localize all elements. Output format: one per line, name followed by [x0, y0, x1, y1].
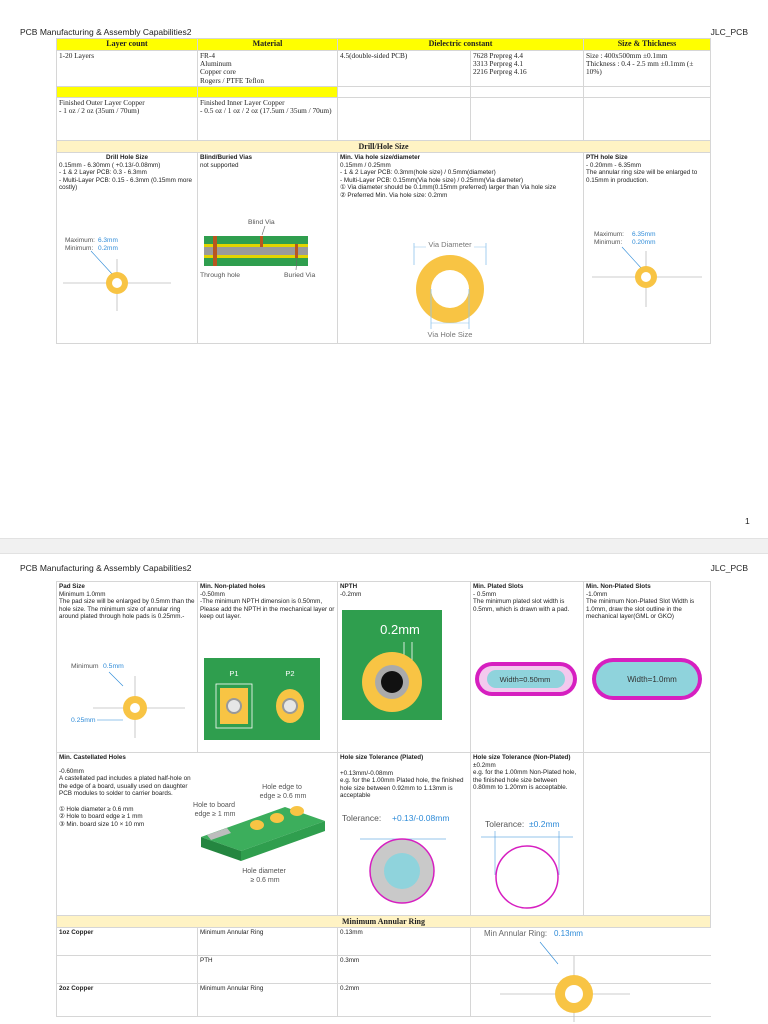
- header-layer-count: Layer count: [57, 39, 198, 50]
- material-value: FR-4 Aluminum Copper core Rogers / PTFE Teflon: [198, 51, 338, 86]
- fig-pth-min-value: 0.20mm: [632, 239, 656, 246]
- castellated-holes-cell: [57, 753, 338, 915]
- drill-hole-figure: [61, 231, 181, 321]
- fig-via-diameter: Via Diameter: [428, 240, 472, 249]
- fig-pad-min-label: Minimum: [71, 663, 99, 670]
- empty-cell: [584, 87, 711, 97]
- annular-value: 0.3mm: [338, 956, 471, 983]
- npth-cell: [338, 582, 471, 752]
- fig-non-plated-slot-width: Width=1.0mm: [627, 675, 677, 684]
- table-row: [57, 51, 711, 87]
- page-header-company: JLC_PCB: [710, 563, 748, 573]
- non-plated-slots-cell: [584, 582, 711, 752]
- via-diameter-figure: [408, 231, 508, 341]
- dielectric-value-b: 7628 Prepreg 4.4 3313 Perpreg 4.1 2216 Perpreg 4.16: [471, 51, 584, 86]
- header-dielectric: Dielectric constant: [338, 39, 584, 50]
- plated-slots-title: Min. Plated Slots: [473, 583, 524, 590]
- empty-cell: [471, 87, 584, 97]
- non-plated-tolerance-cell: [471, 753, 584, 915]
- fig-p2: P2: [285, 669, 295, 678]
- pth-hole-figure: [590, 225, 708, 315]
- empty-cell: [338, 87, 471, 97]
- pad-size-cell: [57, 582, 198, 752]
- fig-p1: P1: [229, 669, 239, 678]
- annular-copper: 2oz Copper: [57, 984, 198, 1016]
- non-plated-title: Min. Non-plated holes: [200, 583, 266, 590]
- table-header-row: [57, 39, 711, 51]
- plated-tolerance-figure: [340, 809, 468, 909]
- fig-plated-tol-label: Tolerance:: [342, 813, 382, 823]
- via-hole-title: Min. Via hole size/diameter: [340, 154, 421, 161]
- annular-type: Minimum Annular Ring: [198, 984, 338, 1016]
- blind-vias-text: not supported: [200, 161, 239, 169]
- annular-type: Minimum Annular Ring: [198, 928, 338, 955]
- drill-hole-size-cell: [57, 153, 198, 343]
- fig-pad-ring: 0.25mm: [71, 717, 96, 724]
- castellated-title: Min. Castellated Holes: [59, 754, 126, 761]
- npth-figure: [342, 610, 444, 720]
- fig-annular-value: 0.13mm: [554, 929, 583, 938]
- empty-cell: [471, 98, 584, 140]
- castellated-text: -0.60mm A castellated pad includes a plated half-hole on the edge of a board, usually used on daughter PCB modules to solder to carrier boards. ① Hole diameter ≥ 0.6 mm ② Hole to board edge ≥ 1 mm ③ Min. board size 10 × 10 mm: [59, 767, 191, 828]
- header-material: Material: [198, 39, 338, 50]
- npth-title: NPTH: [340, 583, 358, 590]
- pad-size-text: Minimum 1.0mm The pad size will be enlarged by 0.5mm than the hole size. The minimum size of annular ring around plated through hole pads is 0.25mm.-: [59, 590, 195, 621]
- pad-size-title: Pad Size: [59, 583, 85, 590]
- plated-slots-text: - 0.5mm The minimum plated slot width is 0.5mm, which is drawn with a pad.: [473, 590, 570, 613]
- fig-through-label: Through hole: [200, 272, 241, 279]
- fig-board-edge: Hole to board edge ≥ 1 mm: [193, 802, 236, 818]
- plated-slot-figure: [473, 656, 581, 702]
- page-header-title: PCB Manufacturing & Assembly Capabilities2: [20, 563, 192, 573]
- fig-np-tol-value: ±0.2mm: [529, 819, 560, 829]
- fig-blind-label: Blind Via: [248, 219, 275, 226]
- outer-copper-value: Finished Outer Layer Copper - 1 oz / 2 oz (35um / 70um): [57, 98, 198, 140]
- fig-buried-label: Buried Via: [284, 272, 316, 279]
- pth-hole-text: - 0.20mm - 6.35mm The annular ring size will be enlarged to 0.15mm in production.: [586, 161, 698, 184]
- fig-max-label: Maximum:: [65, 237, 95, 244]
- via-hole-text: 0.15mm / 0.25mm - 1 & 2 Layer PCB: 0.3mm(hole size) / 0.5mm(diameter) - Multi-Layer PCB: 0.15mm(Via hole size) / 0.25mm(Via diameter) ① Via diameter should be 0.1mm(0.15mm preferred) larger than Via hole size ② Preferred Min. Via hole size: 0.2mm: [340, 161, 557, 199]
- annular-ring-figure: [480, 926, 630, 1022]
- fig-pth-min-label: Minimum:: [594, 239, 623, 246]
- fig-plated-slot-width: Width=0.50mm: [499, 675, 551, 684]
- yellow-spacer: [198, 87, 338, 97]
- annular-type: PTH: [198, 956, 338, 983]
- plated-tolerance-title: Hole size Tolerance (Plated): [340, 754, 424, 761]
- drill-hole-size-title: Drill Hole Size: [106, 154, 148, 161]
- table-row: [57, 98, 711, 141]
- fig-min-value: 0.2mm: [98, 245, 118, 252]
- fig-np-tol-label: Tolerance:: [485, 819, 525, 829]
- yellow-spacer: [57, 87, 198, 97]
- empty-cell: [584, 98, 711, 140]
- annular-value: 0.13mm: [338, 928, 471, 955]
- fig-hole-diameter: Hole diameter ≥ 0.6 mm: [242, 868, 286, 884]
- fig-plated-tol-value: +0.13/-0.08mm: [392, 813, 450, 823]
- non-plated-slots-text: -1.0mm The minimum Non-Plated Slot Width is 1.0mm, draw the slot outline in the mechanical layer(GML or GKO): [586, 590, 695, 621]
- fig-pth-max-label: Maximum:: [594, 231, 624, 238]
- inner-copper-value: Finished Inner Layer Copper - 0.5 oz / 1 oz / 2 oz (17.5um / 35um / 70um): [198, 98, 338, 140]
- npth-text: -0.2mm: [340, 590, 362, 598]
- fig-via-hole: Via Hole Size: [427, 330, 473, 339]
- blind-via-figure: [200, 213, 334, 303]
- annular-value: 0.2mm: [338, 984, 471, 1016]
- header-size-thickness: Size & Thickness: [584, 39, 711, 50]
- non-plated-figure: [204, 658, 324, 740]
- non-plated-text: -0.50mm -The minimum NPTH dimension is 0.50mm, Please add the NPTH in the mechanical layer or keep out layer.: [200, 590, 335, 621]
- empty-cell: [338, 98, 471, 140]
- table-row-spacer: [57, 87, 711, 98]
- drill-hole-size-text: 0.15mm - 6.30mm ( +0.13/-0.08mm) - 1 & 2 Layer PCB: 0.3 - 6.3mm - Multi-Layer PCB: 0.15 - 6.3mm (0.15mm more costly): [59, 161, 192, 192]
- non-plated-holes-cell: [198, 582, 338, 752]
- fig-pth-max-value: 6.35mm: [632, 231, 656, 238]
- page-number: 1: [745, 516, 750, 526]
- fig-edge-to-edge: Hole edge to edge ≥ 0.6 mm: [259, 784, 307, 800]
- non-plated-tolerance-text: ±0.2mm e.g. for the 1.00mm Non-Plated hole, the finished hole size between 0.80mm to 1.20mm is acceptable.: [473, 761, 577, 792]
- drill-row: [57, 153, 711, 344]
- fig-annular-label: Min Annular Ring:: [484, 929, 548, 938]
- fig-pad-min-value: 0.5mm: [103, 663, 124, 670]
- via-hole-size-cell: [338, 153, 584, 343]
- plated-slots-cell: [471, 582, 584, 752]
- section-drill-hole-size: Drill/Hole Size: [57, 141, 711, 153]
- dielectric-value-a: 4.5(double-sided PCB): [338, 51, 471, 86]
- blind-buried-vias-cell: [198, 153, 338, 343]
- annular-copper: 1oz Copper: [57, 928, 198, 955]
- pad-size-figure: [63, 656, 191, 742]
- tolerance-row: [57, 753, 711, 916]
- fig-max-value: 6.3mm: [98, 237, 118, 244]
- fig-min-label: Minimum:: [65, 245, 94, 252]
- page-header-title: PCB Manufacturing & Assembly Capabilities2: [20, 27, 192, 37]
- pth-hole-title: PTH hole Size: [586, 154, 628, 161]
- pth-hole-size-cell: [584, 153, 711, 343]
- non-plated-tolerance-figure: [473, 815, 581, 911]
- layer-count-value: 1-20 Layers: [57, 51, 198, 86]
- capabilities-table: [56, 38, 711, 344]
- non-plated-slots-title: Min. Non-Plated Slots: [586, 583, 651, 590]
- empty-cell: [584, 753, 711, 915]
- blind-vias-title: Blind/Buried Vias: [200, 154, 253, 161]
- page-header-company: JLC_PCB: [710, 27, 748, 37]
- page-break: [0, 538, 768, 554]
- holes-row: [57, 582, 711, 753]
- castellated-figure: [193, 777, 333, 887]
- size-thickness-value: Size : 400x500mm ±0.1mm Thickness : 0.4 - 2.5 mm ±0.1mm (± 10%): [584, 51, 711, 86]
- annular-copper: [57, 956, 198, 983]
- section-minimum-annular-ring: Minimum Annular Ring: [57, 916, 711, 928]
- non-plated-slot-figure: [590, 654, 706, 704]
- plated-tolerance-text: +0.13mm/-0.08mm e.g. for the 1.00mm Plated hole, the finished hole size between 0.92mm to 1.13mm is acceptable: [340, 769, 464, 800]
- fig-npth-label: 0.2mm: [380, 622, 420, 637]
- non-plated-tolerance-title: Hole size Tolerance (Non-Plated): [473, 754, 571, 761]
- plated-tolerance-cell: [338, 753, 471, 915]
